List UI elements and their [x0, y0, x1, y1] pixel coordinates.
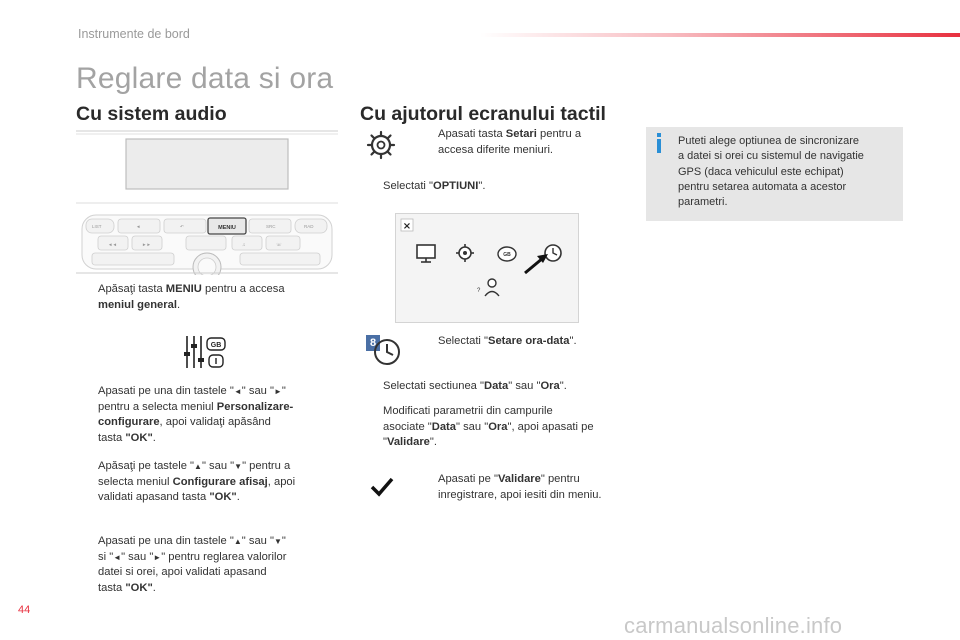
svg-text:↶: ↶ [180, 224, 184, 229]
settings-gear-icon [366, 130, 396, 160]
step-press-setari: Apasati tasta Setari pentru a accesa diferite meniuri. [438, 128, 582, 156]
panel-menu-label: MENIU [218, 225, 236, 231]
svg-text:SRC: SRC [266, 224, 276, 229]
step-press-validare: Apasati pe "Validare" pentru inregistrare, apoi iesiti din meniu. [438, 473, 602, 501]
step-select-personalizare: Apasati pe una din tastele "◄" sau "►" pentru a selecta meniul Personalizare- configurare, apoi validaţi apăsând tasta "OK". [98, 385, 294, 444]
step-modify-parameters: Modificati parametrii din campurile asociate "Data" sau "Ora", apoi apasati pe "Validare". [383, 405, 594, 448]
info-icon [654, 133, 664, 153]
header-accent-bar [480, 33, 960, 37]
up-arrow-icon: ▲ [194, 462, 202, 471]
step-select-configurare-afisaj: Apăsaţi pe tastele "▲" sau "▼" pentru a selecta meniul Configurare afisaj, apoi validati apasand tasta "OK". [98, 460, 296, 503]
page-title: Reglare data si ora [76, 62, 334, 95]
clock-icon [372, 337, 402, 367]
down-arrow-icon: ▼ [273, 537, 282, 546]
right-arrow-icon: ► [273, 387, 282, 396]
svg-text:♫: ♫ [242, 242, 246, 247]
svg-text:◄◄: ◄◄ [108, 242, 117, 247]
step-adjust-values: Apasati pe una din tastele "▲" sau "▼" si "◄" sau "►" pentru reglarea valorilor datei si orei, apoi validati apasand tasta "OK". [98, 535, 287, 594]
svg-text:◄: ◄ [136, 224, 141, 229]
svg-text:?: ? [477, 288, 481, 294]
up-arrow-icon: ▲ [233, 537, 242, 546]
info-text: Puteti alege optiunea de sincronizare a datei si orei cu sistemul de navigatie GPS (daca vehiculul este echipat) pentru setarea automata a acestor parametri. [678, 135, 864, 209]
watermark: carmanualsonline.info [624, 613, 843, 638]
left-arrow-icon: ◄ [113, 552, 122, 562]
page-number: 44 [18, 604, 31, 616]
options-screen-illustration [395, 213, 579, 323]
svg-text:☏: ☏ [276, 242, 282, 247]
section-header-label: Instrumente de bord [78, 27, 190, 41]
gb-language-label: GB [210, 342, 222, 349]
svg-text:LIST: LIST [92, 224, 102, 229]
step-select-setare-ora-data: Selectati "Setare ora-data". [438, 335, 577, 347]
gb-bubble-label: GB [503, 252, 511, 258]
checkmark-icon [370, 477, 394, 497]
section-title-audio: Cu sistem audio [76, 103, 227, 125]
svg-text:×: × [402, 221, 412, 232]
step-select-data-ora: Selectati sectiunea "Data" sau "Ora". [383, 380, 567, 392]
svg-text:►►: ►► [142, 242, 151, 247]
settings-sliders-icon [183, 334, 227, 370]
right-arrow-icon: ► [153, 552, 162, 562]
badge-number: 8 [366, 335, 380, 351]
down-arrow-icon: ▼ [234, 462, 243, 471]
svg-text:RAD: RAD [304, 224, 314, 229]
step-press-menu: Apăsaţi tasta MENIU pentru a accesa meniul general. [98, 283, 285, 311]
section-title-touchscreen: Cu ajutorul ecranului tactil [360, 103, 606, 125]
step-select-optiuni: Selectati "OPTIUNI". [383, 180, 486, 192]
audio-panel-illustration [76, 129, 338, 275]
left-arrow-icon: ◄ [233, 387, 242, 396]
